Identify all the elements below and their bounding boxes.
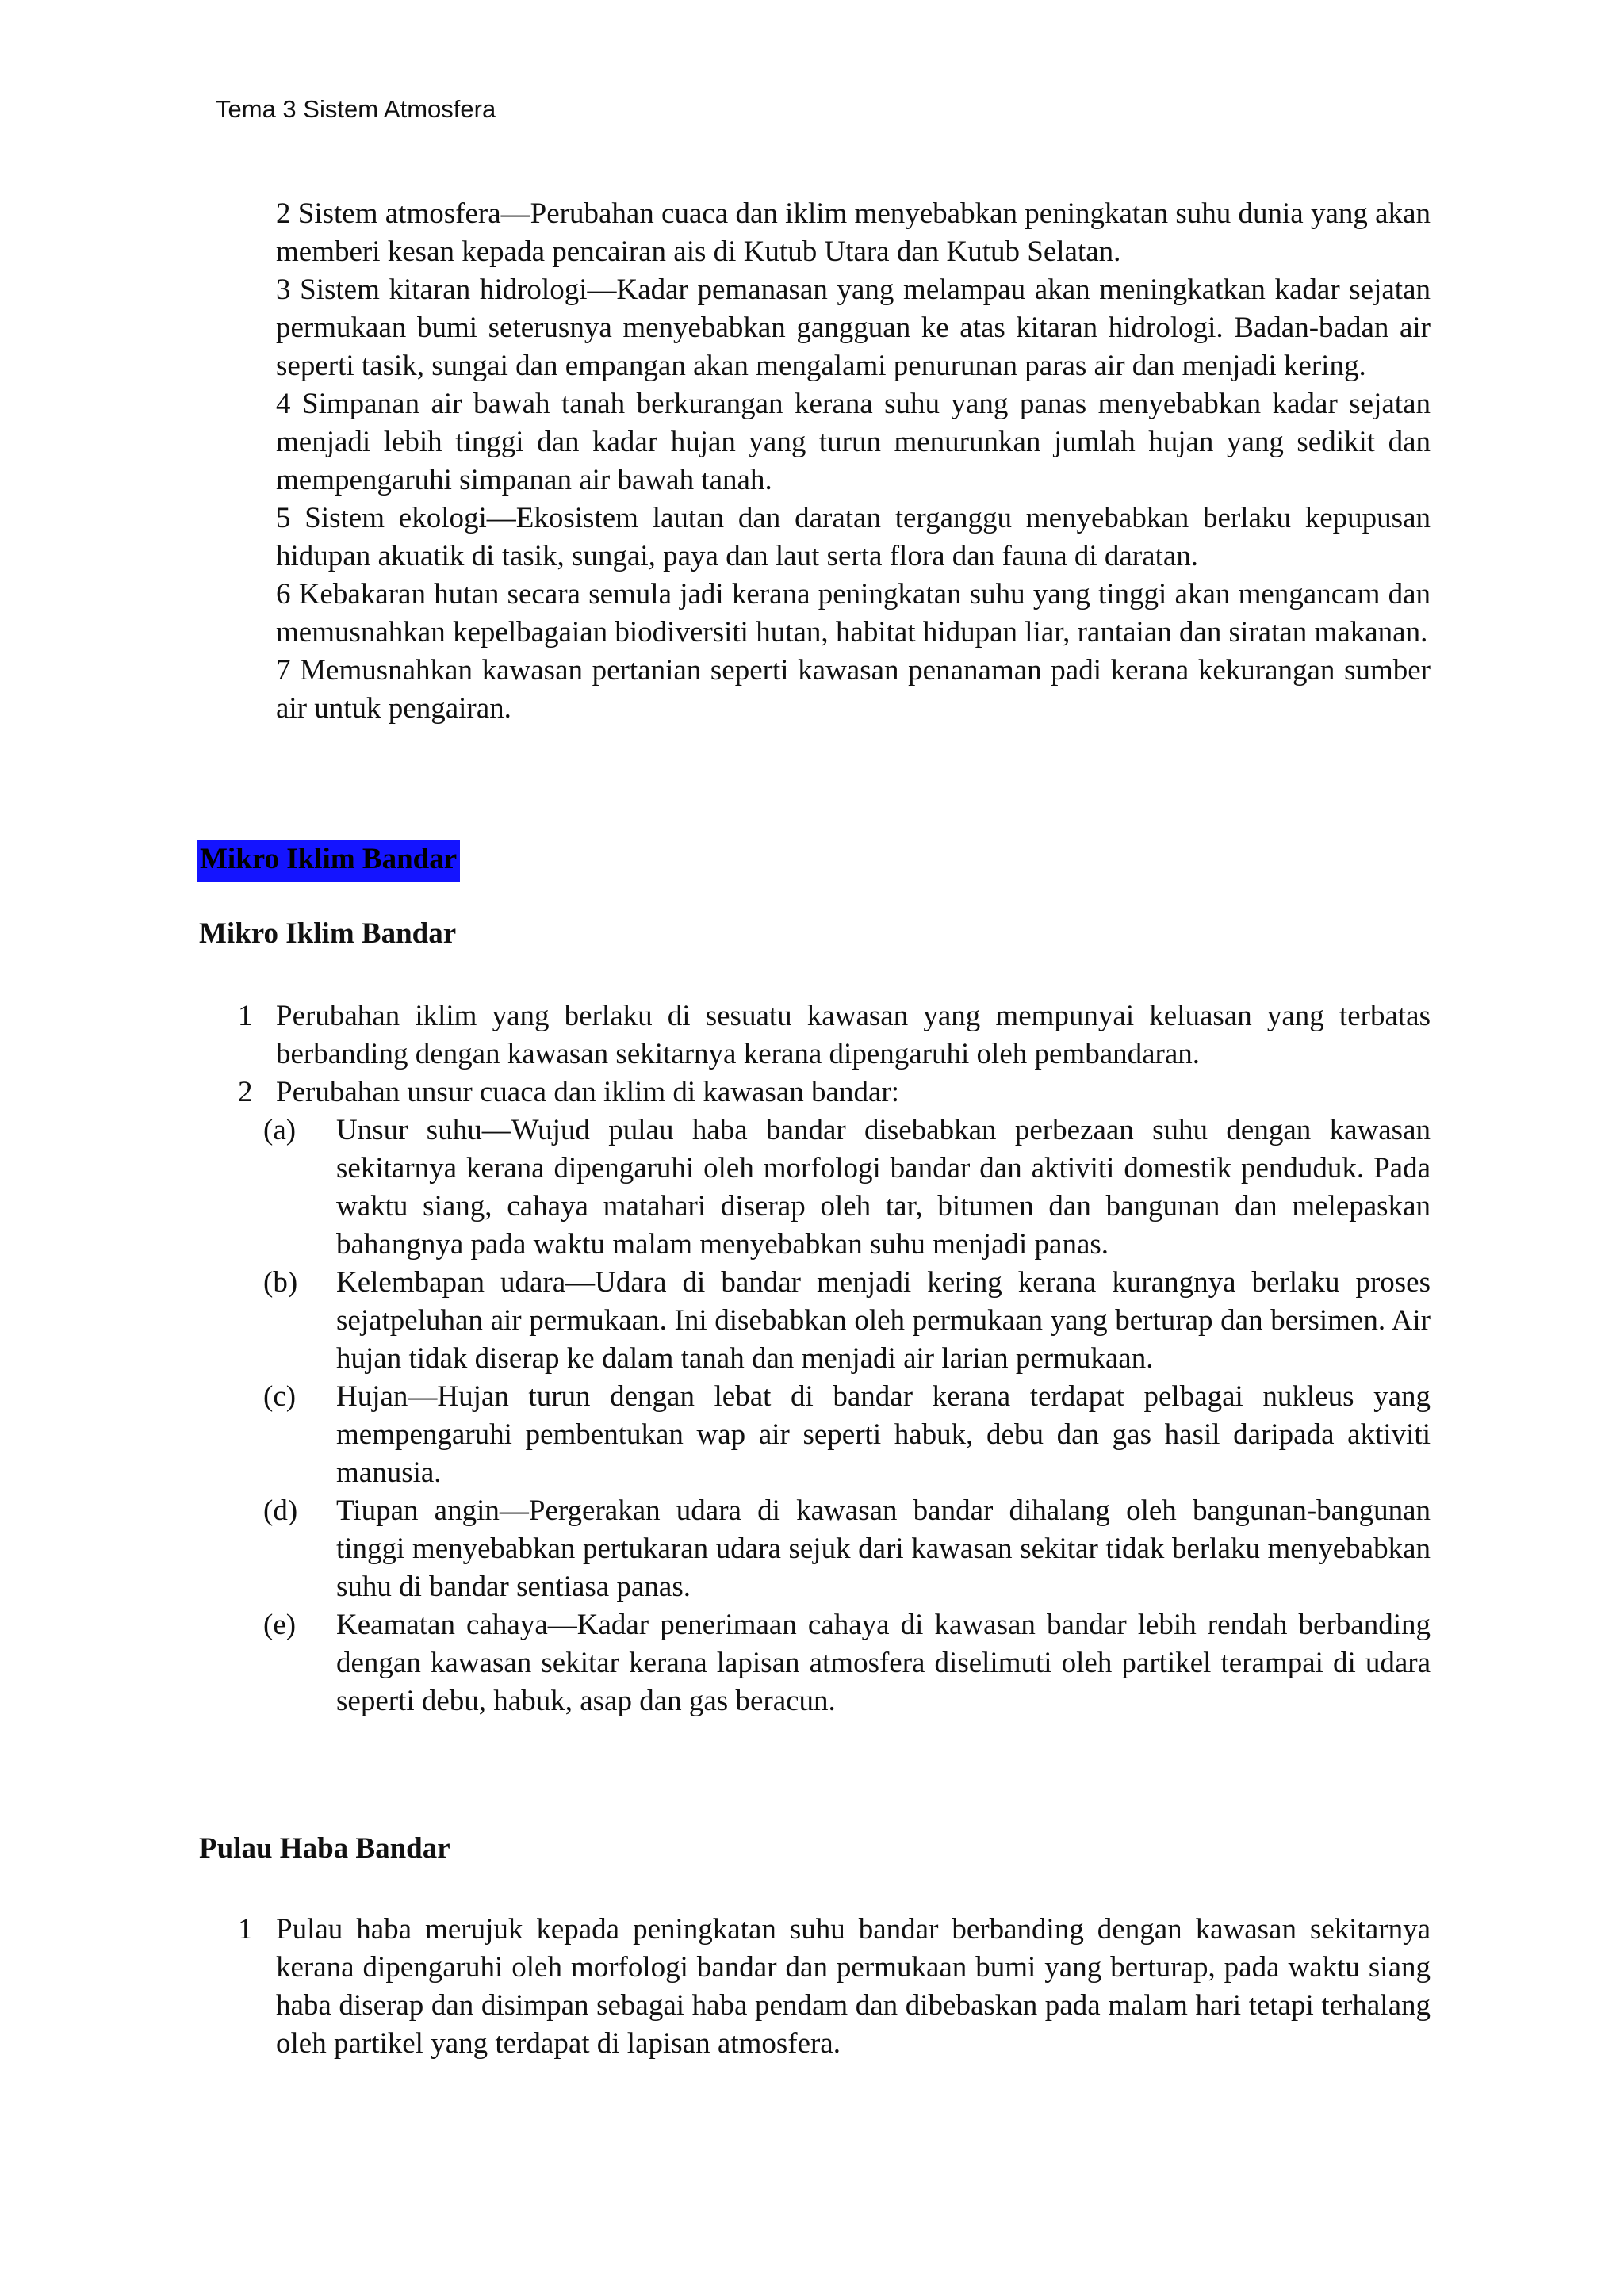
sub-item-label: (b) [263, 1266, 298, 1299]
section-heading-pulau-haba-bandar: Pulau Haba Bandar [199, 1832, 450, 1865]
list-item [238, 1073, 1431, 1112]
mikro-iklim-list [238, 997, 1431, 1720]
item-number: 1 [238, 1000, 253, 1032]
sub-item-label: (a) [263, 1114, 297, 1146]
sub-item-label: (c) [263, 1380, 297, 1413]
running-header: Tema 3 Sistem Atmosfera [216, 95, 496, 123]
item-number: 2 [238, 1076, 253, 1108]
section-heading-mikro-iklim-bandar: Mikro Iklim Bandar [199, 917, 457, 950]
item-text: Pulau haba merujuk kepada peningkatan suhu bandar berbanding dengan kawasan sekitarnya kerana dipengaruhi oleh morfologi bandar dan permukaan bumi yang berturap, pada waktu siang haba diserap dan disimpan sebagai haba pendam dan dibebaskan pada malam hari tetapi terhalang oleh partikel yang terdapat di lapisan atmosfera. [276, 1913, 1431, 2060]
paragraph-item-7: 7 Memusnahkan kawasan pertanian seperti kawasan penanaman padi kerana kekurangan sumber air untuk pengairan. [276, 654, 1431, 725]
sub-list [263, 1112, 1431, 1720]
numbered-paragraph-list [276, 195, 1431, 728]
sub-item-text: Tiupan angin—Pergerakan udara di kawasan bandar dihalang oleh bangunan-bangunan tinggi menyebabkan pertukaran udara sejuk dari kawasan sekitar tidak berlaku menyebabkan suhu di bandar sentiasa panas. [336, 1494, 1431, 1603]
sub-item-text: Hujan—Hujan turun dengan lebat di bandar kerana terdapat pelbagai nukleus yang mempengaruhi pembentukan wap air seperti habuk, debu dan gas hasil daripada aktiviti manusia. [336, 1380, 1431, 1489]
sub-list-item [263, 1606, 1431, 1720]
paragraph-item-6: 6 Kebakaran hutan secara semula jadi kerana peningkatan suhu yang tinggi akan mengancam dan memusnahkan kepelbagaian biodiversiti hutan, habitat hidupan liar, rantaian dan siratan makanan. [276, 578, 1431, 649]
sub-item-label: (e) [263, 1609, 297, 1641]
item-number: 1 [238, 1913, 253, 1946]
sub-item-text: Keamatan cahaya—Kadar penerimaan cahaya di kawasan bandar lebih rendah berbanding dengan kawasan sekitar kerana lapisan atmosfera diselimuti oleh partikel terampai di udara seperti debu, habuk, asap dan gas beracun. [336, 1609, 1431, 1717]
sub-item-text: Kelembapan udara—Udara di bandar menjadi kering kerana kurangnya berlaku proses sejatpeluhan air permukaan. Ini disebabkan oleh permukaan yang berturap dan bersimen. Air hujan tidak diserap ke dalam tanah dan menjadi air larian permukaan. [336, 1266, 1431, 1375]
list-item [238, 997, 1431, 1073]
paragraph-item-2: 2 Sistem atmosfera—Perubahan cuaca dan iklim menyebabkan peningkatan suhu dunia yang akan memberi kesan kepada pencairan ais di Kutub Utara dan Kutub Selatan. [276, 197, 1431, 268]
sub-list-item [263, 1492, 1431, 1606]
sub-list-item [263, 1378, 1431, 1492]
sub-list-item [263, 1264, 1431, 1378]
paragraph-item-5: 5 Sistem ekologi—Ekosistem lautan dan daratan terganggu menyebabkan berlaku kepupusan hidupan akuatik di tasik, sungai, paya dan laut serta flora dan fauna di daratan. [276, 502, 1431, 572]
list-item [238, 1911, 1431, 2063]
sub-list-item [263, 1112, 1431, 1264]
item-text: Perubahan iklim yang berlaku di sesuatu kawasan yang mempunyai keluasan yang terbatas berbanding dengan kawasan sekitarnya kerana dipengaruhi oleh pembandaran. [276, 1000, 1431, 1070]
sub-item-label: (d) [263, 1494, 298, 1527]
sub-item-text: Unsur suhu—Wujud pulau haba bandar disebabkan perbezaan suhu dengan kawasan sekitarnya kerana dipengaruhi oleh morfologi bandar dan aktiviti domestik penduduk. Pada waktu siang, cahaya matahari diserap oleh tar, bitumen dan bangunan dan melepaskan bahangnya pada waktu malam menyebabkan suhu menjadi panas. [336, 1114, 1431, 1261]
paragraph-item-4: 4 Simpanan air bawah tanah berkurangan kerana suhu yang panas menyebabkan kadar sejatan menjadi lebih tinggi dan kadar hujan yang turun menurunkan jumlah hujan yang sedikit dan mempengaruhi simpanan air bawah tanah. [276, 388, 1431, 496]
highlighted-section-title: Mikro Iklim Bandar [197, 840, 460, 882]
pulau-haba-list [238, 1911, 1431, 2063]
item-text: Perubahan unsur cuaca dan iklim di kawasan bandar: [276, 1076, 899, 1108]
paragraph-item-3: 3 Sistem kitaran hidrologi—Kadar pemanasan yang melampau akan meningkatkan kadar sejatan permukaan bumi seterusnya menyebabkan gangguan ke atas kitaran hidrologi. Badan-badan air seperti tasik, sungai dan empangan akan mengalami penurunan paras air dan menjadi kering. [276, 274, 1431, 382]
